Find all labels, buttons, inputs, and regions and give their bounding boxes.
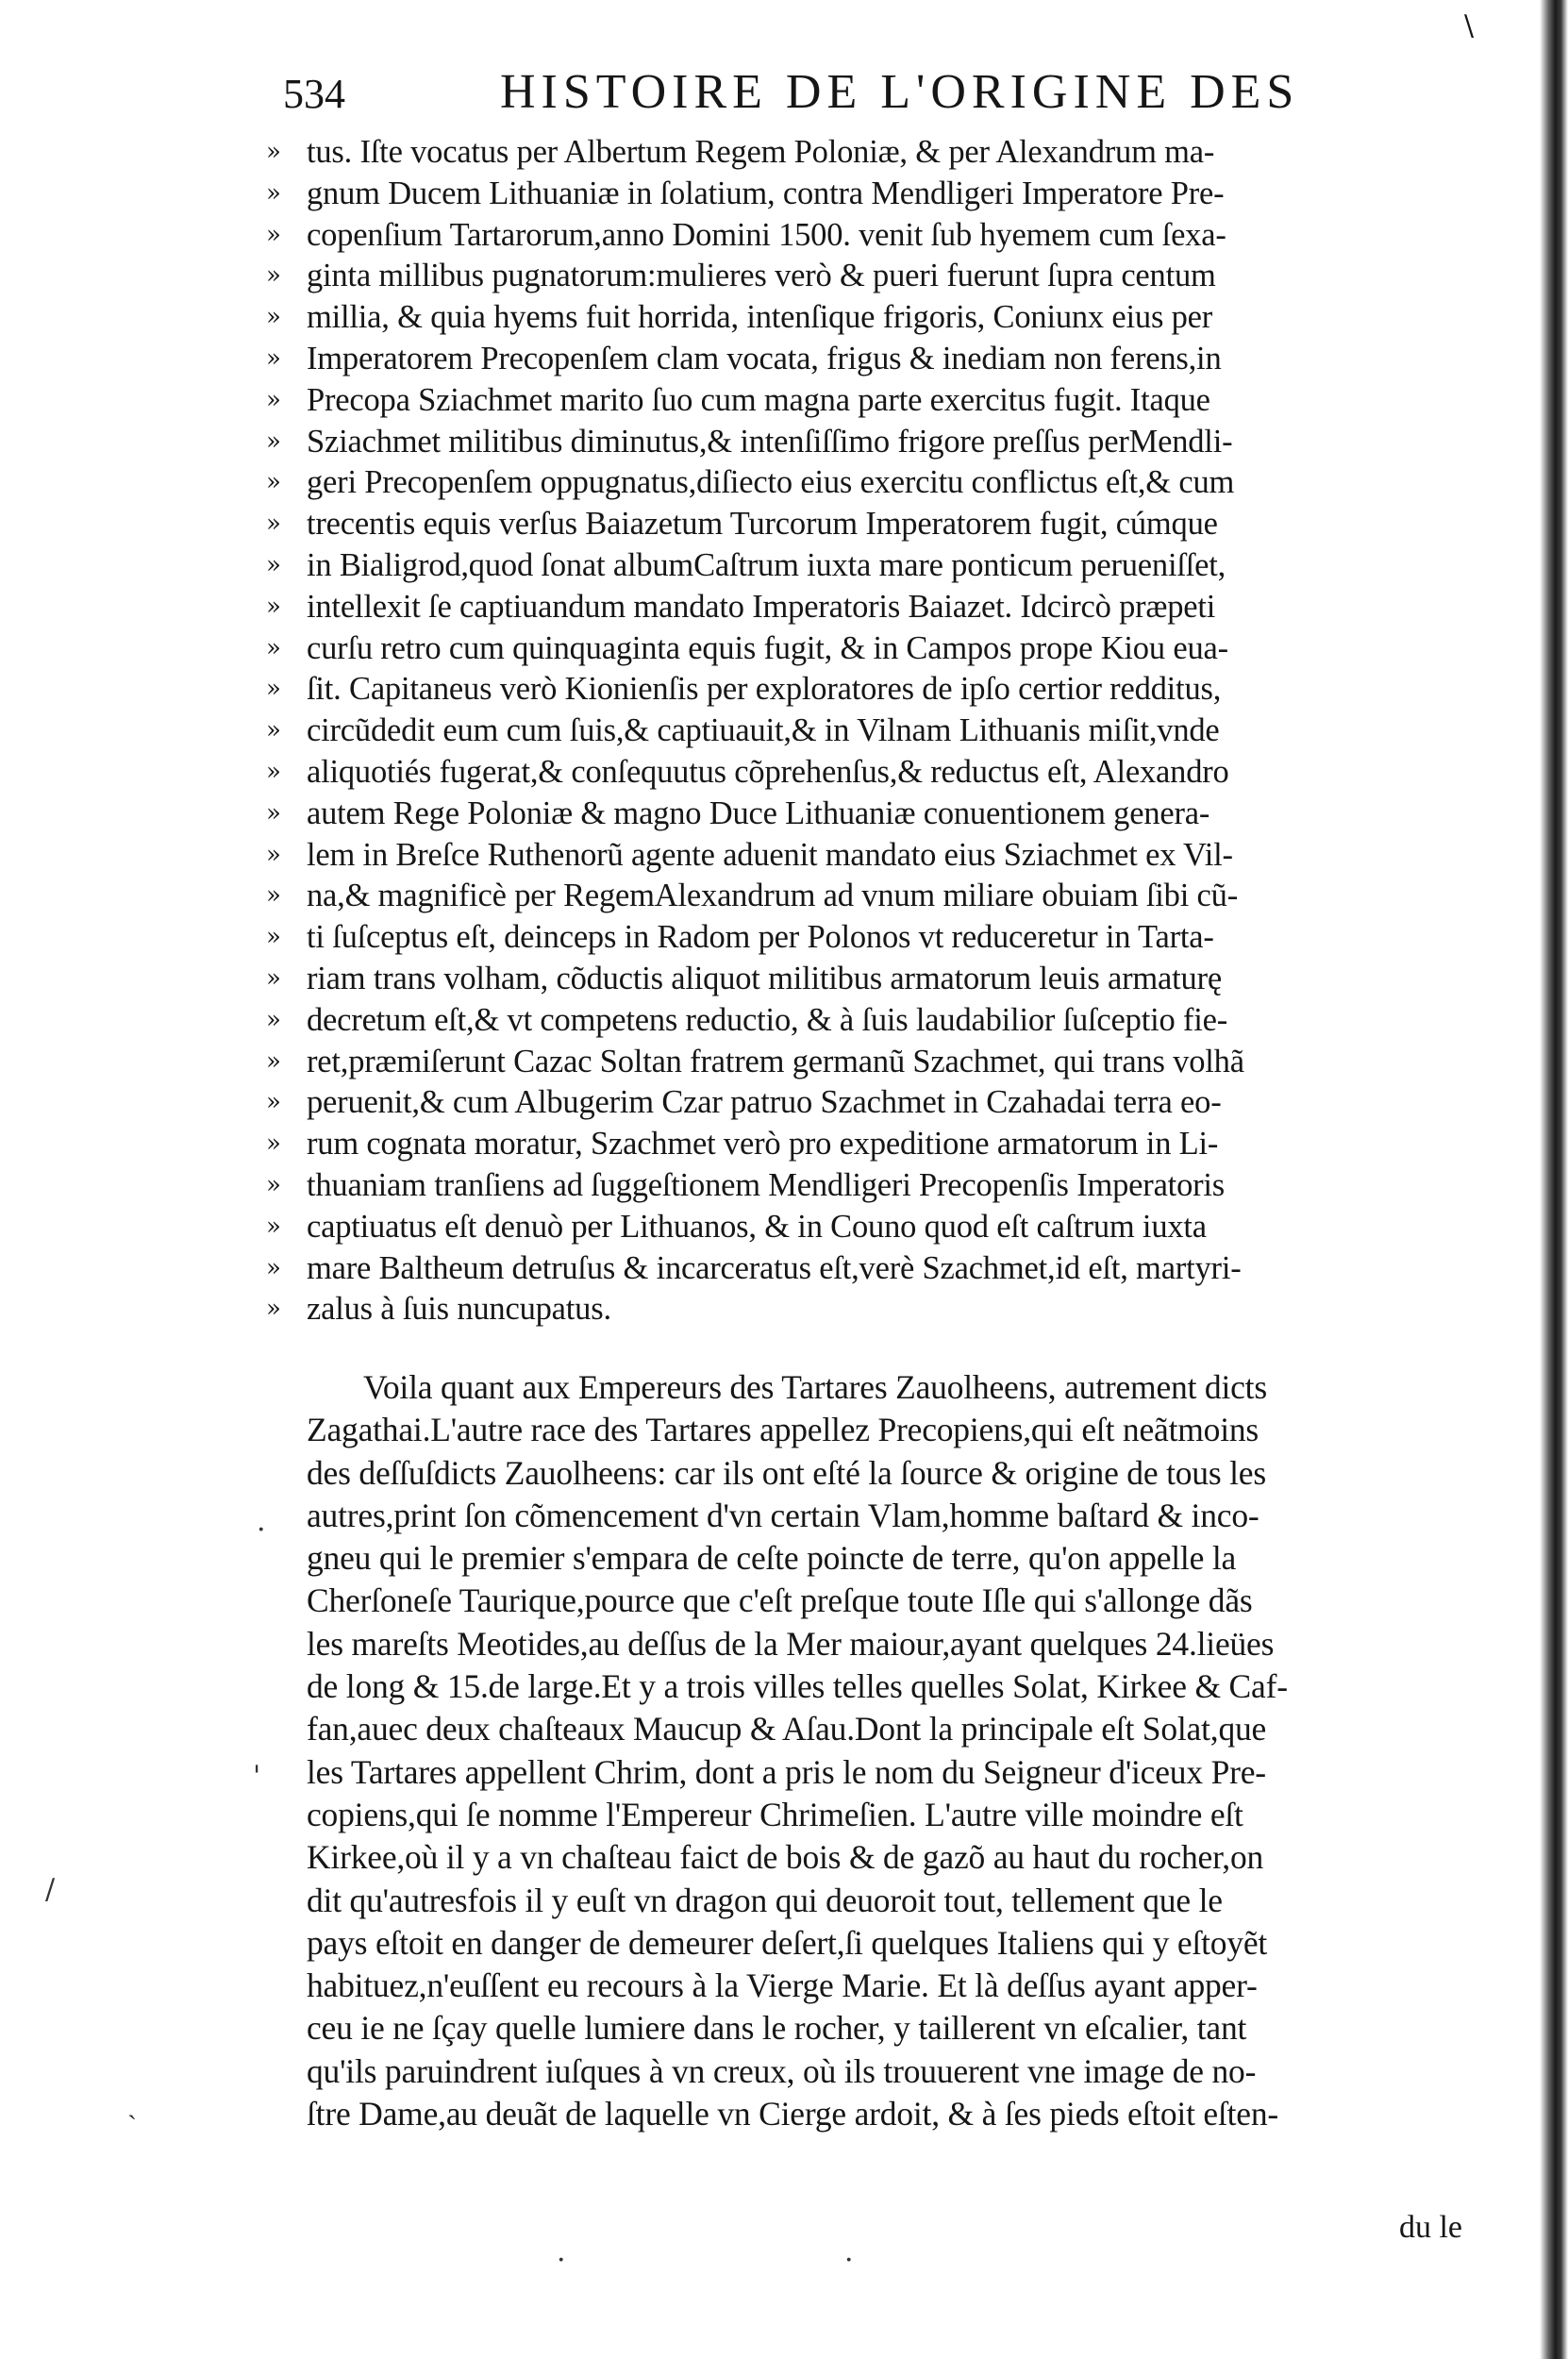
text-line — [217, 1794, 1538, 1836]
stray-mark: \ — [1464, 9, 1475, 42]
text-line — [217, 1366, 1538, 1409]
quotation-mark: » — [266, 716, 281, 745]
quotation-mark: » — [266, 1088, 281, 1117]
quotation-mark: » — [266, 963, 281, 993]
text-line — [217, 917, 1491, 959]
latin-line-text: Imperatorem Precopenſem clam vocata, frigus & inediam non ferens,in — [307, 340, 1222, 376]
latin-line-text: Precopa Sziachmet marito ſuo cum magna parte exercitus fugit. Itaque — [307, 381, 1210, 418]
latin-line-text: trecentis equis verſus Baiazetum Turcorum Imperatorem fugit, cúmque — [307, 506, 1218, 543]
text-line — [217, 1248, 1491, 1290]
french-line-text: Kirkee,où il y a vn chaſteau faict de bois & de gazõ au haut du rocher,on — [307, 1838, 1264, 1877]
margin-dot: · — [257, 1514, 266, 1547]
quotation-mark: » — [266, 510, 281, 539]
french-line-text: habituez,n'euſſent eu recours à la Vierge Marie. Et là deſſus ayant apper- — [307, 1966, 1258, 2005]
latin-line-text: millia, & quia hyems fuit horrida, intenſique frigoris, Coniunx eius per — [307, 299, 1213, 336]
latin-line-text: curſu retro cum quinquaginta equis fugit, & in Campos prope Kiou eua- — [307, 629, 1228, 666]
quotation-mark: » — [266, 840, 281, 869]
text-line — [217, 545, 1491, 587]
latin-line-text: riam trans volham, cõductis aliquot militibus armatorum leuis armaturę — [307, 960, 1222, 996]
quotation-mark: » — [266, 757, 281, 786]
latin-line-text: rum cognata moratur, Szachmet verò pro expeditione armatorum in Li- — [307, 1126, 1219, 1163]
text-line — [217, 1042, 1491, 1083]
text-line — [217, 462, 1491, 504]
margin-dot: · — [844, 2244, 854, 2277]
text-line — [217, 1289, 1491, 1330]
text-line — [217, 339, 1491, 380]
quotation-mark: » — [266, 138, 281, 166]
text-line — [217, 1537, 1538, 1580]
french-line-text: de long & 15.de large.Et y a trois villes telles quelles Solat, Kirkee & Caf- — [307, 1667, 1288, 1706]
latin-line-text: captiuatus eſt denuò per Lithuanos, & in Couno quod eſt caſtrum iuxta — [307, 1208, 1207, 1245]
quotation-mark: » — [266, 261, 281, 291]
text-line — [217, 1000, 1491, 1042]
text-line — [217, 1922, 1538, 1965]
quotation-mark: » — [266, 675, 281, 704]
quotation-mark: » — [266, 1212, 281, 1241]
french-line-text: ſtre Dame,au deuãt de laquelle vn Cierge ardoit, & à ſes pieds eſtoit eſten- — [307, 2095, 1279, 2133]
text-line — [217, 1623, 1538, 1665]
quotation-mark: » — [266, 1295, 281, 1324]
quotation-mark: » — [266, 303, 281, 332]
latin-line-text: autem Rege Poloniæ & magno Duce Lithuaniæ conuentionem genera- — [307, 795, 1210, 831]
text-line — [217, 711, 1491, 752]
latin-line-text: thuaniam tranſiens ad ſuggeſtionem Mendligeri Precopenſis Imperatoris — [307, 1166, 1226, 1203]
text-line — [217, 215, 1491, 257]
latin-line-text: peruenit,& cum Albugerim Czar patruo Szachmet in Czahadai terra eo- — [307, 1084, 1222, 1121]
latin-line-text: ſit. Capitaneus verò Kionienſis per exploratores de ipſo certior redditus, — [307, 671, 1222, 708]
text-line — [217, 132, 1491, 174]
text-line — [217, 256, 1491, 297]
french-line-text: dit qu'autresfois il y euſt vn dragon qui deuoroit tout, tellement que le — [307, 1881, 1223, 1919]
latin-line-text: circũdedit eum cum ſuis,& captiuauit,& in Vilnam Lithuanis miſit,vnde — [307, 712, 1220, 749]
text-line — [217, 794, 1491, 835]
catchword: du le — [1398, 2210, 1462, 2245]
latin-line-text: Sziachmet militibus diminutus,& intenſiſſimo frigore preſſus perMendli- — [307, 423, 1233, 460]
quotation-mark: » — [266, 592, 281, 621]
text-line — [217, 1880, 1538, 1922]
text-line — [217, 1452, 1538, 1495]
text-line — [217, 1165, 1491, 1207]
margin-stroke: ˴ — [127, 2097, 137, 2130]
latin-line-text: geri Precopenſem oppugnatus,diſiecto eius exercitu conflictus eſt,& cum — [307, 464, 1235, 501]
quotation-mark: » — [266, 427, 281, 456]
text-line — [217, 587, 1491, 628]
page-number: 534 — [283, 71, 345, 117]
quotation-mark: » — [266, 343, 281, 373]
french-line-text: des deſſuſdicts Zauolheens: car ils ont eſté la ſource & origine de tous les — [307, 1453, 1266, 1492]
latin-quotation-block — [217, 132, 1491, 1330]
latin-line-text: lem in Breſce Ruthenorũ agente aduenit mandato eius Sziachmet ex Vil- — [307, 836, 1233, 873]
quotation-mark: » — [266, 220, 281, 249]
text-line — [217, 1965, 1538, 2007]
quotation-mark: » — [266, 1129, 281, 1159]
running-title: HISTOIRE DE L'ORIGINE DES — [500, 65, 1300, 119]
text-line — [217, 297, 1491, 339]
text-line — [217, 1409, 1538, 1451]
margin-dot: · — [557, 2244, 566, 2277]
latin-line-text: ti ſuſceptus eſt, deinceps in Radom per Polonos vt reduceretur in Tarta- — [307, 919, 1214, 956]
french-line-text: les mareſts Meotides,au deſſus de la Mer maiour,ayant quelques 24.lieües — [307, 1624, 1275, 1663]
text-line — [217, 752, 1491, 794]
quotation-mark: » — [266, 881, 281, 911]
french-line-text: pays eſtoit en danger de demeurer deſert,ſi quelques Italiens qui y eſtoyẽt — [307, 1923, 1268, 1962]
text-line — [217, 2093, 1538, 2135]
french-line-text: fan,auec deux chaſteaux Maucup & Aſau.Dont la principale eſt Solat,que — [307, 1710, 1267, 1748]
text-line — [217, 2050, 1538, 2093]
latin-line-text: aliquotiés fugerat,& conſequutus cõprehenſus,& reductus eſt, Alexandro — [307, 753, 1229, 790]
latin-line-text: ginta millibus pugnatorum:mulieres verò & pueri fuerunt ſupra centum — [307, 258, 1216, 294]
quotation-mark: » — [266, 1170, 281, 1199]
quotation-mark: » — [266, 923, 281, 952]
latin-line-text: decretum eſt,& vt competens reductio, & à ſuis laudabilior ſuſceptio fie- — [307, 1001, 1228, 1038]
text-line — [217, 1124, 1491, 1165]
french-line-text: Zagathai.L'autre race des Tartares appellez Precopiens,qui eſt neãtmoins — [307, 1411, 1259, 1449]
text-line — [217, 380, 1491, 422]
french-line-text: gneu qui le premier s'empara de ceſte poincte de terre, qu'on appelle la — [307, 1539, 1237, 1578]
french-line-text: copiens,qui ſe nomme l'Empereur Chrimeſien. L'autre ville moindre eſt — [307, 1795, 1243, 1833]
scan-binding-edge — [1540, 0, 1568, 2359]
text-line — [217, 1836, 1538, 1879]
latin-line-text: in Bialigrod,quod ſonat albumCaſtrum iuxta mare ponticum perueniſſet, — [307, 546, 1226, 583]
text-line — [217, 1207, 1491, 1248]
latin-line-text: zalus à ſuis nuncupatus. — [307, 1291, 611, 1328]
quotation-mark: » — [266, 468, 281, 497]
quotation-mark: » — [266, 550, 281, 579]
french-paragraph — [217, 1366, 1538, 2135]
text-line — [217, 174, 1491, 215]
text-line — [217, 2007, 1538, 2049]
latin-line-text: intellexit ſe captiuandum mandato Imperatoris Baiazet. Idcircò præpeti — [307, 588, 1216, 625]
quotation-mark: » — [266, 798, 281, 828]
quotation-mark: » — [266, 1046, 281, 1076]
latin-line-text: na,& magnificè per RegemAlexandrum ad vnum miliare obuiam ſibi cũ- — [307, 878, 1238, 914]
quotation-mark: » — [266, 385, 281, 414]
text-line — [217, 1580, 1538, 1622]
text-line — [217, 1708, 1538, 1750]
text-line — [217, 504, 1491, 545]
page-header — [283, 64, 1510, 130]
text-line — [217, 422, 1491, 463]
margin-tick: ' — [253, 1760, 261, 1793]
text-line — [217, 669, 1491, 711]
french-line-text: autres,print ſon cõmencement d'vn certain Vlam,homme baſtard & inco- — [307, 1496, 1259, 1534]
text-line — [217, 1082, 1491, 1124]
latin-line-text: ret,præmiſerunt Cazac Soltan fratrem germanũ Szachmet, qui trans volhã — [307, 1043, 1244, 1079]
latin-line-text: copenſium Tartarorum,anno Domini 1500. venit ſub hyemem cum ſexa- — [307, 216, 1226, 253]
quotation-mark: » — [266, 633, 281, 662]
french-line-text: les Tartares appellent Chrim, dont a pris le nom du Seigneur d'iceux Pre- — [307, 1752, 1266, 1791]
french-line-text: qu'ils paruindrent iuſques à vn creux, où ils trouuerent vne image de no- — [307, 2051, 1257, 2090]
text-line — [217, 628, 1491, 670]
text-line — [217, 959, 1491, 1000]
french-line-text: Voila quant aux Empereurs des Tartares Zauolheens, autrement dicts — [363, 1368, 1267, 1406]
latin-line-text: tus. Iſte vocatus per Albertum Regem Poloniæ, & per Alexandrum ma- — [307, 134, 1215, 170]
text-line — [217, 1665, 1538, 1708]
quotation-mark: » — [266, 1005, 281, 1034]
latin-line-text: mare Baltheum detruſus & incarceratus eſt,verè Szachmet,id eſt, martyri- — [307, 1249, 1242, 1286]
quotation-mark: » — [266, 178, 281, 208]
text-line — [217, 876, 1491, 917]
french-line-text: Cherſoneſe Taurique,pource que c'eſt preſque toute Iſle qui s'allonge dãs — [307, 1581, 1253, 1620]
text-line — [217, 835, 1491, 877]
french-line-text: ceu ie ne ſçay quelle lumiere dans le rocher, y taillerent vn eſcalier, tant — [307, 2009, 1247, 2048]
text-line — [217, 1495, 1538, 1537]
latin-line-text: gnum Ducem Lithuaniæ in ſolatium, contra Mendligeri Imperatore Pre- — [307, 175, 1225, 211]
margin-stroke: / — [45, 1873, 56, 1906]
quotation-mark: » — [266, 1253, 281, 1282]
text-line — [217, 1751, 1538, 1794]
